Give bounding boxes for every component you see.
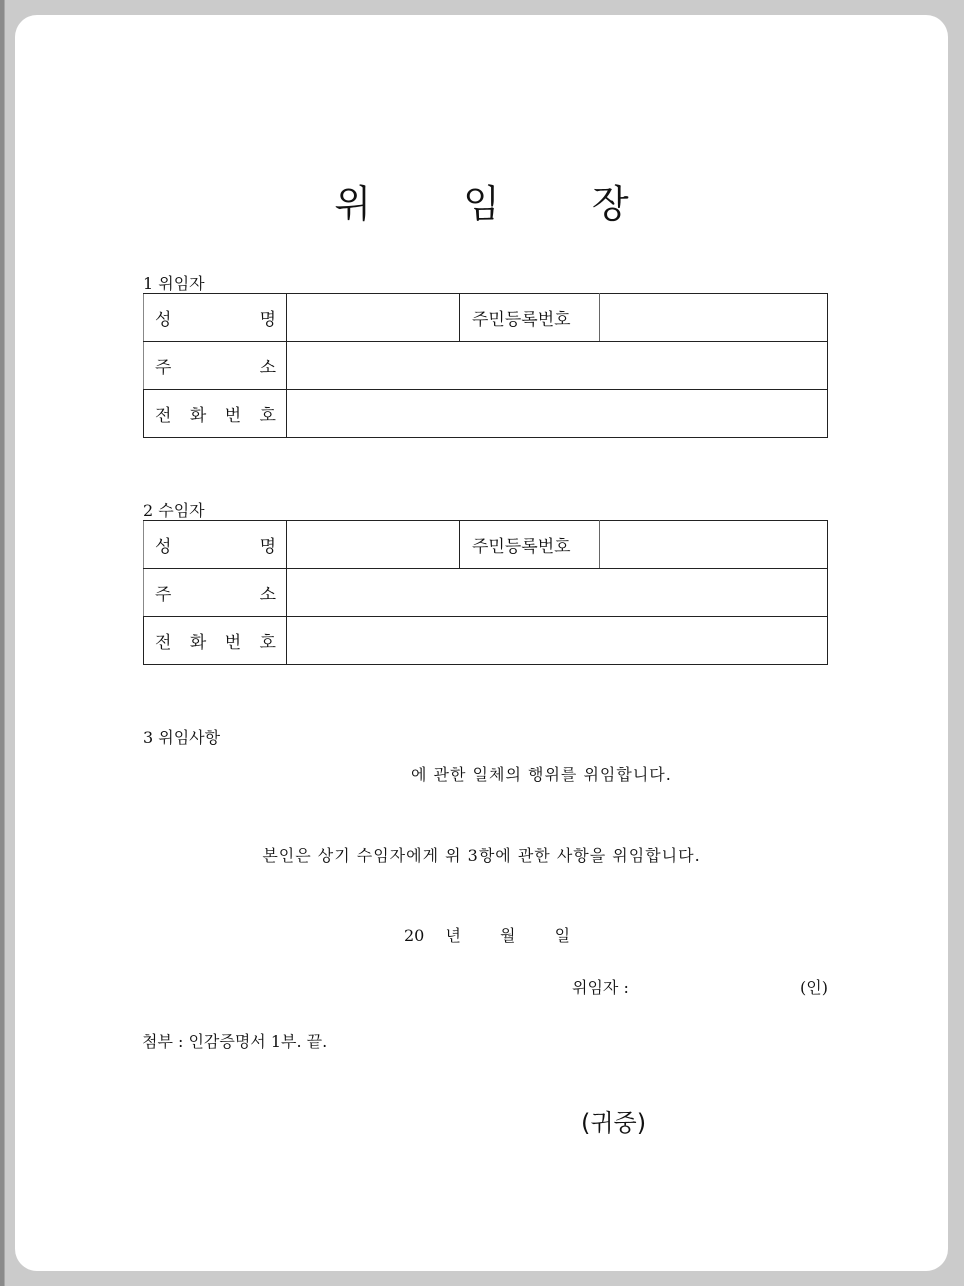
document-page (15, 15, 948, 1271)
date-line (404, 923, 570, 946)
recipient-label: (귀중) (581, 1109, 647, 1137)
section-label-delegator: 1 위임자 (143, 274, 205, 293)
phone-label: 전 화 번 호 (144, 390, 287, 438)
statement-text: 본인은 상기 수임자에게 위 3항에 관한 사항을 위임합니다. (262, 846, 701, 865)
delegate-table (143, 520, 828, 665)
window-edge (0, 0, 5, 1286)
delegator-rrn-field[interactable] (600, 294, 828, 342)
table-row (144, 390, 828, 438)
name-label: 성 명 (144, 521, 287, 569)
month-label: 월 (500, 926, 516, 945)
section-label-delegate: 2 수임자 (143, 501, 205, 520)
seal-label: (인) (800, 978, 828, 997)
delegate-name-field[interactable] (287, 521, 460, 569)
document-title: 위 임 장 (334, 182, 669, 226)
signer-label: 위임자 : (572, 978, 629, 997)
address-label: 주 소 (144, 569, 287, 617)
delegate-address-field[interactable] (287, 569, 828, 617)
phone-label: 전 화 번 호 (144, 617, 287, 665)
table-row (144, 521, 828, 569)
delegator-address-field[interactable] (287, 342, 828, 390)
section-label-delegation-matters: 3 위임사항 (143, 728, 221, 747)
delegator-phone-field[interactable] (287, 390, 828, 438)
delegation-text: 에 관한 일체의 행위를 위임합니다. (411, 765, 672, 784)
rrn-label: 주민등록번호 (460, 294, 600, 342)
address-label: 주 소 (144, 342, 287, 390)
year-prefix: 20 (404, 926, 425, 945)
table-row (144, 294, 828, 342)
delegator-name-field[interactable] (287, 294, 460, 342)
delegate-rrn-field[interactable] (600, 521, 828, 569)
rrn-label: 주민등록번호 (460, 521, 600, 569)
attachment-note: 첨부 : 인감증명서 1부. 끝. (142, 1032, 328, 1051)
delegator-table (143, 293, 828, 438)
year-label: 년 (445, 926, 461, 945)
table-row (144, 617, 828, 665)
table-row (144, 569, 828, 617)
delegate-phone-field[interactable] (287, 617, 828, 665)
name-label: 성 명 (144, 294, 287, 342)
day-label: 일 (554, 926, 571, 945)
table-row (144, 342, 828, 390)
